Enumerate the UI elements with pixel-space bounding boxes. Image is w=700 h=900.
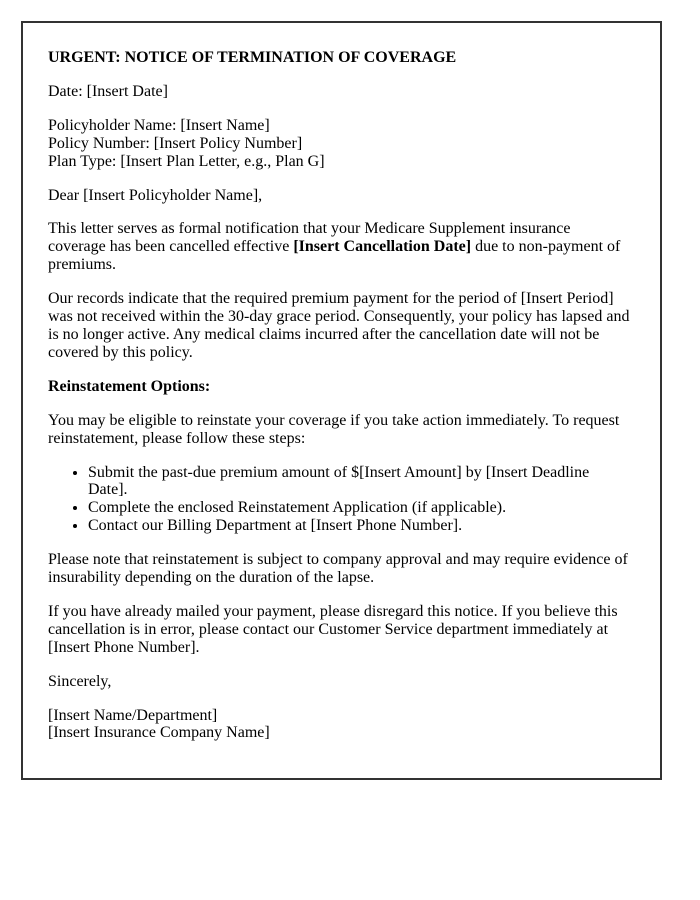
signature-name-department: [Insert Name/Department] (48, 706, 218, 724)
notification-text-post: due to non-payment of premiums. (48, 238, 621, 274)
policy-number-line: Policy Number: [Insert Policy Number] (48, 134, 303, 152)
eligibility-paragraph: You may be eligible to reinstate your coverage if you take action immediately. To request reinstatement, please follow these steps: (48, 411, 620, 447)
salutation: Dear [Insert Policyholder Name], (48, 186, 263, 204)
signature-block (48, 707, 631, 743)
date-line: Date: [Insert Date] (48, 82, 168, 100)
list-item-complete-application: • Complete the enclosed Reinstatement Application (if applicable). (88, 499, 631, 517)
letter-title: URGENT: NOTICE OF TERMINATION OF COVERAGE (48, 49, 457, 66)
approval-paragraph: Please note that reinstatement is subject to company approval and may require evidence of insurability depending on the duration of the lapse. (48, 551, 628, 587)
plan-type-line: Plan Type: [Insert Plan Letter, e.g., Plan G] (48, 152, 325, 170)
signature-company-name: [Insert Insurance Company Name] (48, 724, 270, 742)
reinstatement-steps-list (48, 464, 631, 536)
reinstatement-options-heading: Reinstatement Options: (48, 377, 211, 395)
list-item-contact-billing: • Contact our Billing Department at [Insert Phone Number]. (88, 517, 631, 535)
disregard-paragraph: If you have already mailed your payment, please disregard this notice. If you believe this cancellation is in error, please contact our Customer Service department immediately at [Insert Phone Number]. (48, 602, 618, 656)
closing-line: Sincerely, (48, 672, 112, 690)
notification-text-pre: This letter serves as formal notification that your Medicare Supplement insurance coverage has been cancelled effective (48, 220, 571, 256)
notification-paragraph (48, 220, 631, 274)
cancellation-date-placeholder: [Insert Cancellation Date] (293, 238, 472, 256)
policy-info-block (48, 117, 631, 171)
records-paragraph: Our records indicate that the required premium payment for the period of [Insert Period] was not received within the 30-day grace period. Consequently, your policy has lapsed and is no longer active. Any medical claims incurred after the cancellation date will not be covered by this policy. (48, 290, 630, 361)
list-item-submit-premium: • Submit the past-due premium amount of $[Insert Amount] by [Insert Deadline Date]. (88, 464, 631, 500)
policyholder-name-line: Policyholder Name: [Insert Name] (48, 116, 270, 134)
letter-document (21, 21, 662, 780)
